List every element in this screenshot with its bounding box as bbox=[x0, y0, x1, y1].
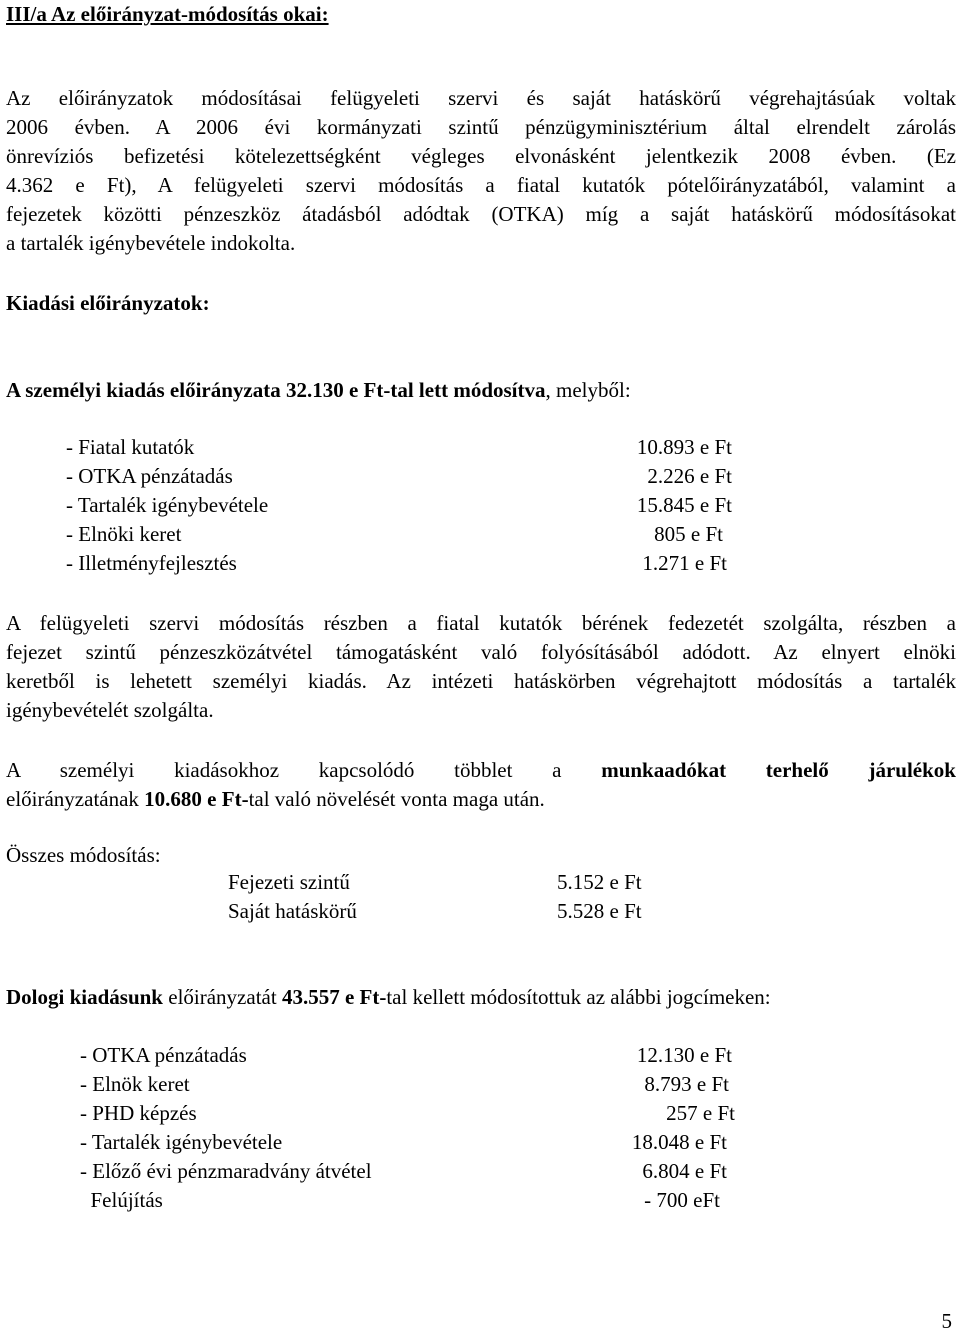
para2-line: A felügyeleti szervi módosítás részben a fiatal kutatók bérének fedezetét szolgálta, részben a bbox=[6, 611, 956, 635]
dologi-item-label: - OTKA pénzátadás bbox=[80, 1043, 247, 1067]
osszes-item-label: Fejezeti szintű bbox=[228, 870, 350, 894]
intro-line: fejezetek közötti pénzeszköz átadásból adódtak (OTKA) míg a saját hatáskörű módosításokat bbox=[6, 202, 956, 226]
para2-line: keretből is lehetett személyi kiadás. Az intézeti hatáskörben végrehajtott módosítás a tartalék bbox=[6, 669, 956, 693]
szemelyi-item-value: 15.845 e Ft bbox=[636, 493, 732, 517]
intro-line: 2006 évben. A 2006 évi kormányzati szintű pénzügyminisztérium által elrendelt zárolás bbox=[6, 115, 956, 139]
szemelyi-rest: , melyből: bbox=[545, 378, 631, 402]
dologi-text: tal kellett módosítottuk az alábbi jogcímeken: bbox=[386, 985, 771, 1009]
szemelyi-item-value: 10.893 e Ft bbox=[636, 435, 732, 459]
szemelyi-item-label: - Fiatal kutatók bbox=[66, 435, 195, 459]
osszes-item-value: 5.528 e Ft bbox=[557, 899, 642, 923]
dologi-bold: 43.557 e Ft- bbox=[281, 985, 387, 1009]
kiadasi-title: Kiadási előirányzatok: bbox=[6, 291, 210, 315]
dologi-bold: Dologi kiadásunk bbox=[6, 985, 163, 1009]
para3-line-2 bbox=[6, 785, 956, 814]
dologi-line bbox=[6, 987, 771, 1008]
dologi-text: előirányzatát bbox=[163, 985, 282, 1009]
para3-text: tal való növelését vonta maga után. bbox=[248, 787, 545, 811]
dologi-item-value: 18.048 e Ft bbox=[631, 1130, 727, 1154]
szemelyi-item-value: 2.226 e Ft bbox=[647, 464, 732, 488]
para3-bold: 10.680 e Ft- bbox=[144, 787, 249, 811]
szemelyi-item-value: 1.271 e Ft bbox=[642, 551, 727, 575]
osszes-item-label: Saját hatáskörű bbox=[228, 899, 357, 923]
para2-line: fejezet szintű pénzeszközátvétel támogatásként való folyósításából adódott. Az elnyert elnöki bbox=[6, 640, 956, 664]
szemelyi-item-label: - OTKA pénzátadás bbox=[66, 464, 233, 488]
para3-bold: munkaadókat terhelő járulékok bbox=[601, 758, 956, 782]
szemelyi-item-value: 805 e Ft bbox=[654, 522, 723, 546]
szemelyi-item-label: - Tartalék igénybevétele bbox=[66, 493, 269, 517]
para2-line: igénybevételét szolgálta. bbox=[6, 698, 214, 722]
para3-text: A személyi kiadásokhoz kapcsolódó többlet a bbox=[6, 758, 602, 782]
szemelyi-line bbox=[6, 380, 631, 401]
para3-text: előirányzatának bbox=[6, 787, 145, 811]
szemelyi-item-label: - Illetményfejlesztés bbox=[66, 551, 237, 575]
osszes-title: Összes módosítás: bbox=[6, 843, 161, 867]
dologi-item-label: - Elnök keret bbox=[80, 1072, 190, 1096]
dologi-item-value: - 700 eFt bbox=[644, 1188, 720, 1212]
dologi-item-label: - PHD képzés bbox=[80, 1101, 197, 1125]
dologi-item-value: 12.130 e Ft bbox=[636, 1043, 732, 1067]
second-paragraph bbox=[6, 609, 956, 725]
dologi-item-value: 6.804 e Ft bbox=[642, 1159, 727, 1183]
section-heading: III/a Az előirányzat-módosítás okai: bbox=[6, 2, 329, 26]
dologi-item-label: - Előző évi pénzmaradvány átvétel bbox=[80, 1159, 372, 1183]
intro-line: önrevíziós befizetési kötelezettségként végleges elvonásként jelentkezik 2008 évben. (Ez bbox=[6, 144, 956, 168]
osszes-item-value: 5.152 e Ft bbox=[557, 870, 642, 894]
dologi-item-label: - Tartalék igénybevétele bbox=[80, 1130, 283, 1154]
intro-paragraph bbox=[6, 84, 956, 258]
intro-line: 4.362 e Ft), A felügyeleti szervi módosítás a fiatal kutatók pótelőirányzatából, valamint a bbox=[6, 173, 956, 197]
para3-line-1 bbox=[6, 756, 956, 785]
szemelyi-bold: A személyi kiadás előirányzata 32.130 e Ft-tal lett módosítva bbox=[6, 378, 546, 402]
szemelyi-item-label: - Elnöki keret bbox=[66, 522, 182, 546]
dologi-item-value: 8.793 e Ft bbox=[644, 1072, 729, 1096]
page-number: 5 bbox=[941, 1309, 952, 1333]
intro-line: a tartalék igénybevétele indokolta. bbox=[6, 231, 296, 255]
intro-line: Az előirányzatok módosításai felügyeleti szervi és saját hatáskörű végrehajtásúak voltak bbox=[6, 86, 956, 110]
third-paragraph bbox=[6, 756, 956, 814]
dologi-item-value: 257 e Ft bbox=[666, 1101, 735, 1125]
dologi-item-label: Felújítás bbox=[80, 1188, 163, 1212]
